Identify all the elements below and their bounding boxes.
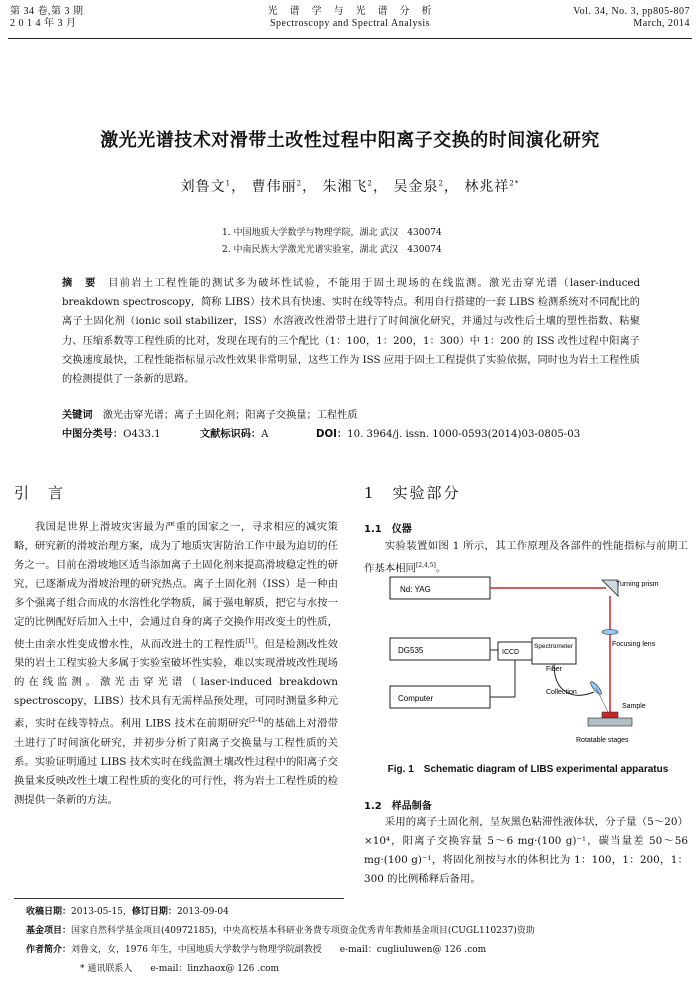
subsection-1-1-body: 实验装置如图 1 所示，其工作原理及各部件的性能指标与前期工作基本相同[2,4,5]。 bbox=[364, 540, 688, 575]
clc-label: 中图分类号： bbox=[62, 429, 124, 440]
figure-1-diagram bbox=[378, 574, 678, 750]
sample-label: Sample bbox=[622, 703, 646, 710]
author-5: 林兆祥$^{2*}$ bbox=[464, 179, 520, 195]
dg535-label: DG535 bbox=[398, 646, 424, 655]
classification bbox=[62, 427, 161, 443]
computer-label: Computer bbox=[398, 694, 434, 703]
doc-code-label: 文献标识码： bbox=[200, 429, 262, 440]
intro-heading: 引 言 bbox=[14, 484, 66, 502]
author-2: 曹伟丽$^2$ bbox=[251, 179, 303, 195]
paper-title: 激光光谱技术对滑带土改性过程中阳离子交换的时间演化研究 bbox=[100, 130, 600, 151]
prism-label: Turning prism bbox=[616, 581, 659, 588]
footnote-author-bio: 作者简介：刘鲁文，女，1976 年生，中国地质大学数学与物理学院副教授 e-mail：cugliuluwen@ 126 .com bbox=[26, 945, 487, 955]
author-4: 吴金泉$^2$ bbox=[393, 179, 444, 195]
abstract-text: 目前岩土工程性能的测试多为破坏性试验，不能用于固土现场的在线监测。激光击穿光谱（laser-induced breakdown spectroscopy，简称 LIBS）技术具有快速、实时在线等特点。利用自行搭建的一套 LIBS 检测系统对不同配比的离子土固化剂（ionic soil stabilizer，ISS）水溶液改性滑带土进行了时间演化研究，并通过与改性后土壤的塑性指数、粘聚力、压缩系数等工程性质的比对，发现在现有的三个配比（1：100，1：200，1：300）中 1：200 的 ISS 改性过程中阳离子交换速度最快，工程性能指标显示改性效果非常明显，这些工作为 ISS 应用于固土工程提供了实验依据，同时也为岩土工程性质的检测提供了一条新的思路。 bbox=[62, 278, 641, 386]
keywords-text: 激光击穿光谱；离子土固化剂；阳离子交换量；工程性质 bbox=[102, 410, 358, 421]
collection-label: Collection bbox=[546, 689, 577, 696]
abstract bbox=[62, 274, 640, 389]
doi-value: 10. 3964/j. issn. 1000-0593(2014)03-0805-03 bbox=[347, 429, 581, 440]
intro-body: 我国是世界上滑坡灾害最为严重的国家之一，寻求相应的减灾策略，研究新的滑坡治理方案，成为了地质灾害防治工作中最为迫切的任务之一。目前在滑坡地区适当添加离子土固化剂来提高滑坡稳定性的研究，已逐渐成为滑坡治理的研究热点。离子土固化剂（ISS）是一种由多个强离子组合而成的水溶性化学物质，属于强电解质，把它与水按一定的比例配好后加入土中，会通过自身的离子交换作用改变土的性质，使土由亲水性变成憎水性，从而改进土的工程性质[1]。但是检测改性效果的岩土工程实验大多属于实验室破坏性实验，难以实现滑坡改性现场的在线监测。激光击穿光谱（laser-induced breakdown spectroscopy，LIBS）技术具有无需样品预处理，可同时测量多种元素，实时在线等特点。利用 LIBS 技术在前期研究[2-4]的基础上对滑带土进行了时间演化研究，并初步分析了阳离子交换量与工程性质的关系。实验证明通过 LIBS 技术实时在线监测土壤改性过程中的阳离子交换量来反映改性土壤工程性质的变化的可行性，将为岩土工程性质的检测提供一条新的方法。 bbox=[14, 521, 339, 806]
affiliation-2: 2. 中南民族大学激光光谱实验室，湖北 武汉 430074 bbox=[222, 245, 442, 255]
sample bbox=[602, 712, 618, 718]
iccd-label: ICCD bbox=[502, 649, 520, 656]
doc-code bbox=[200, 427, 268, 443]
stage-label: Rotatable stages bbox=[576, 737, 629, 744]
doi bbox=[316, 427, 580, 443]
author-1: 刘鲁文$^1$ bbox=[180, 179, 232, 195]
issue-date: 2 0 1 4 年 3 月 bbox=[10, 18, 77, 29]
issue-month: March, 2014 bbox=[633, 18, 690, 29]
section1-heading: 1 实验部分 bbox=[364, 484, 461, 502]
author-list: 刘鲁文$^1$， 曹伟丽$^2$， 朱湘飞$^2$， 吴金泉$^2$， 林兆祥$^{2*}$ bbox=[180, 179, 520, 195]
affiliation-1: 1. 中国地质大学数学与物理学院，湖北 武汉 430074 bbox=[222, 228, 442, 238]
lens-label: Focusing lens bbox=[612, 641, 656, 648]
clc-value: O433.1 bbox=[123, 429, 161, 440]
footnote-rule bbox=[14, 898, 344, 899]
journal-volume bbox=[10, 6, 84, 30]
footnote-fund: 基金项目：国家自然科学基金项目(40972185)，中央高校基本科研业务费专项资金优秀青年教师基金项目(CUGL110237)资助 bbox=[26, 926, 535, 936]
subsection-1-2: 1.2 样品制备 bbox=[364, 801, 432, 812]
citation-1: [1] bbox=[245, 638, 254, 645]
keywords bbox=[62, 408, 357, 424]
author-3: 朱湘飞$^2$ bbox=[322, 179, 373, 195]
journal-name bbox=[200, 6, 500, 30]
figure-1-caption: Fig. 1 Schematic diagram of LIBS experimental apparatus bbox=[387, 764, 669, 775]
fiber-label: Fiber bbox=[546, 666, 562, 673]
abstract-label: 摘 要 bbox=[62, 278, 97, 289]
footnote-dates: 收稿日期：2013-05-15，修订日期：2013-09-04 bbox=[26, 907, 229, 917]
doi-label: DOI： bbox=[316, 429, 348, 440]
spectrometer-label: Spectrometer bbox=[534, 643, 574, 650]
subsection-1-2-body: 采用的离子土固化剂，呈灰黑色粘滞性液体状，分子量（5～20）×10⁴，阳离子交换容量 5～6 mg·(100 g)⁻¹，碳当量差 50～56 mg·(100 g)⁻¹，将固化剂按与水的体积比为 1：100，1：200，1：300 的比例稀释后备用。 bbox=[364, 816, 688, 885]
rotatable-stage bbox=[588, 718, 632, 726]
collection-ray bbox=[596, 688, 608, 712]
subsection-1-1: 1.1 仪器 bbox=[364, 524, 412, 535]
focusing-lens bbox=[602, 630, 618, 635]
citation-2-4: [2-4] bbox=[249, 717, 264, 725]
footnote-corresponding: * 通讯联系人 e-mail：linzhaox@ 126 .com bbox=[80, 964, 280, 974]
journal-name-cn: 光 谱 学 与 光 谱 分 析 bbox=[267, 6, 433, 17]
volume-pages: Vol. 34, No. 3, pp805-807 bbox=[573, 6, 690, 17]
laser-label: Nd: YAG bbox=[400, 585, 431, 594]
journal-pages bbox=[573, 6, 690, 30]
volume-issue: 第 34 卷,第 3 期 bbox=[10, 6, 84, 17]
keywords-label: 关键词 bbox=[62, 410, 93, 421]
spectrometer-box bbox=[532, 638, 576, 664]
journal-name-en: Spectroscopy and Spectral Analysis bbox=[269, 18, 431, 29]
header-rule bbox=[8, 38, 692, 39]
citation-2-4-5: [2,4,5] bbox=[415, 562, 436, 569]
doc-code-value: A bbox=[261, 429, 269, 440]
